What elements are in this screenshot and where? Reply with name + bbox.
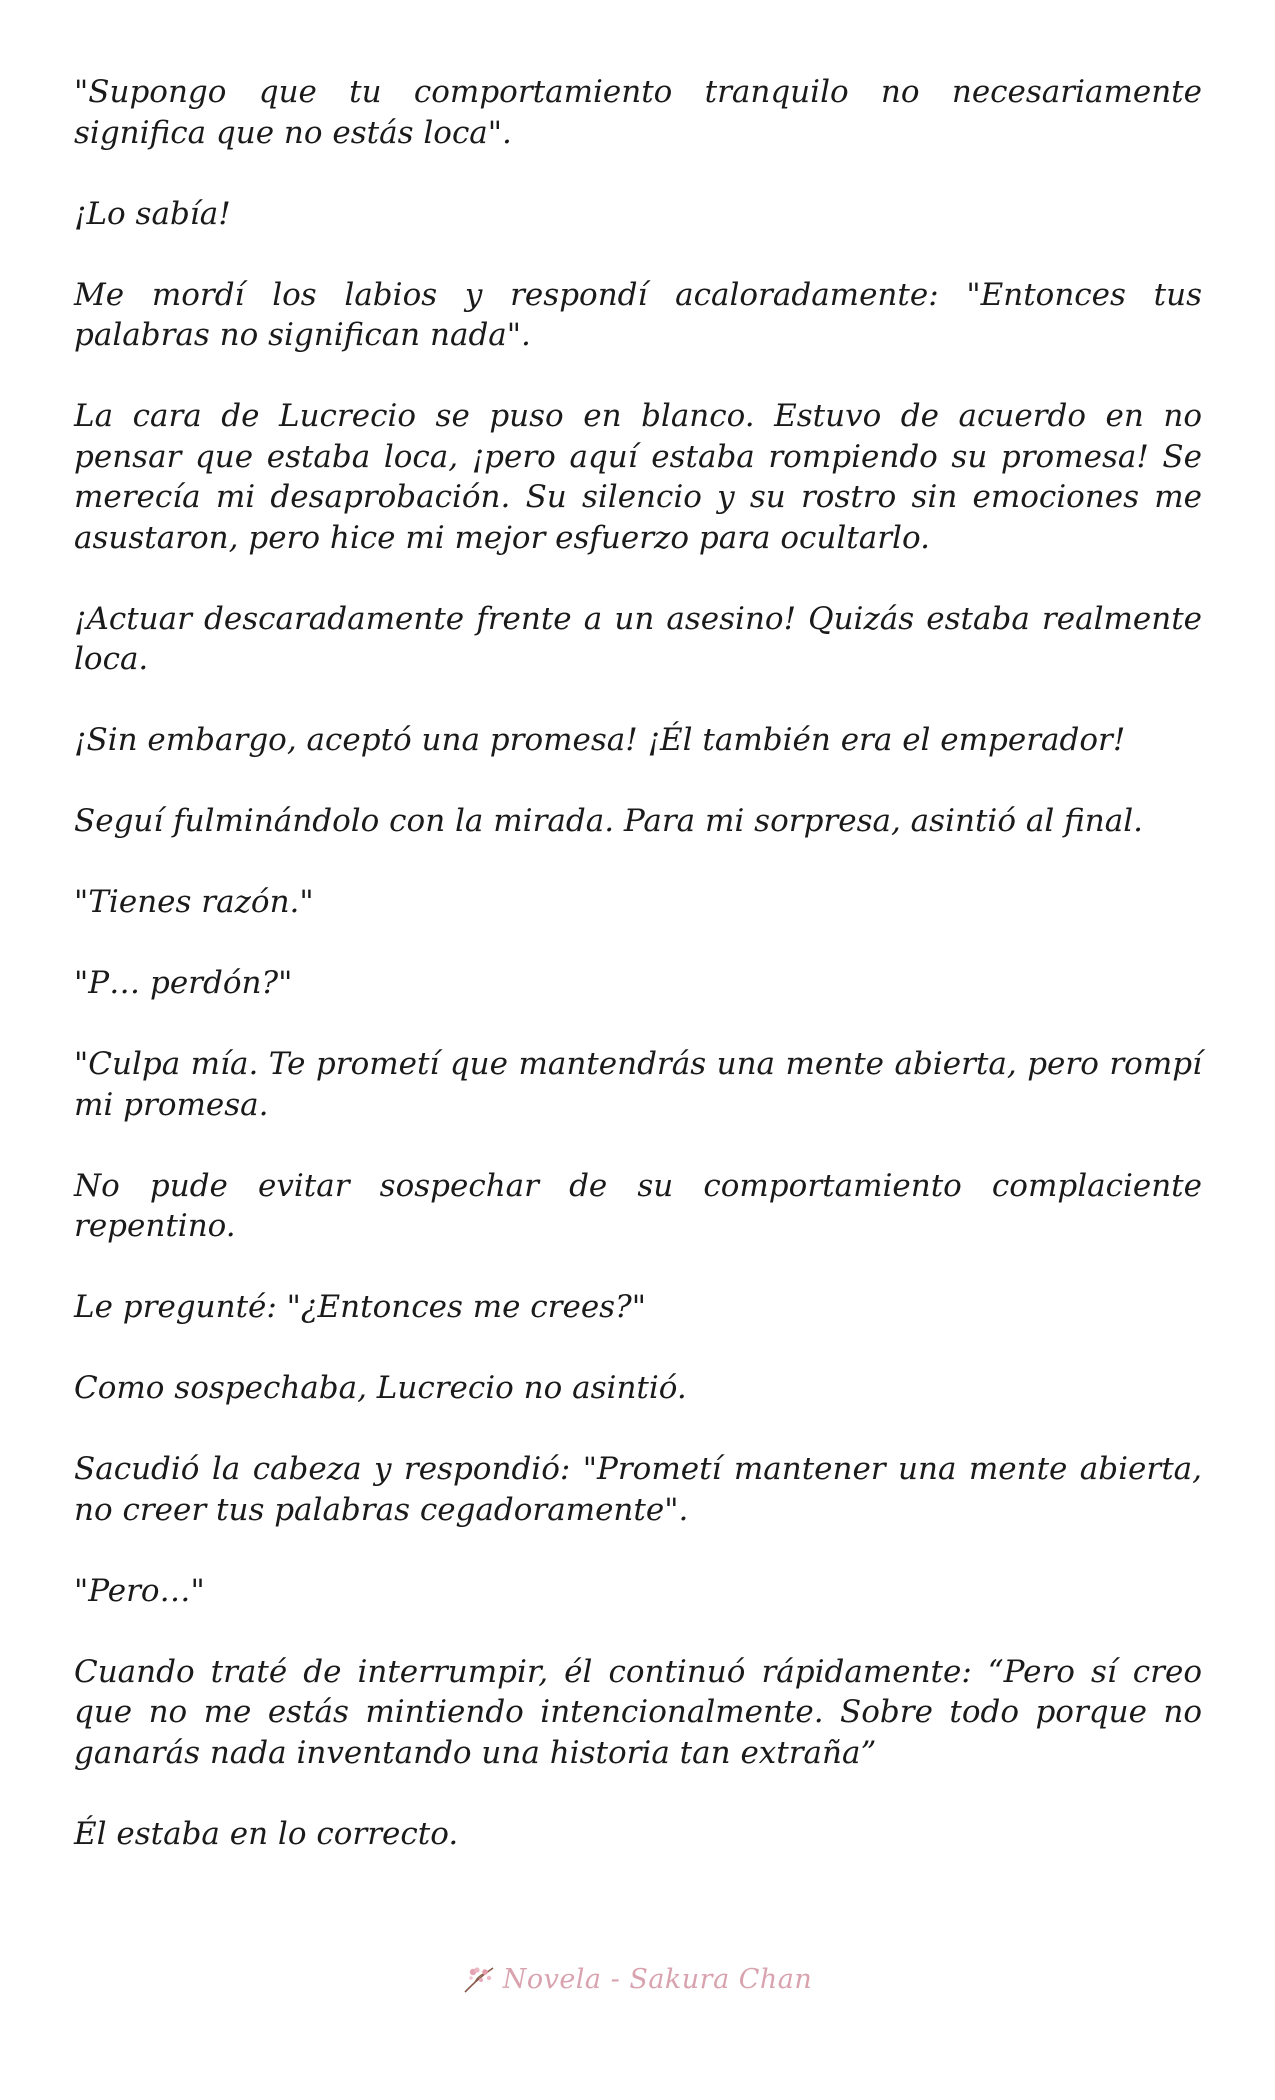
paragraph: ¡Lo sabía! (74, 195, 231, 232)
paragraph: "P… perdón?" (74, 965, 293, 1001)
paragraph: Él estaba en lo correcto. (74, 1815, 459, 1852)
paragraph: ¡Actuar descaradamente frente a un asesino! Quizás estaba realmente loca. (74, 600, 1202, 677)
paragraph: Sacudió la cabeza y respondió: "Prometí mantener una mente abierta, no creer tus palabras cegadoramente". (74, 1451, 1202, 1528)
paragraph: Cuando traté de interrumpir, él continuó rápidamente: “Pero sí creo que no me estás mintiendo intencionalmente. Sobre todo porque no ganarás nada inventando una historia tan extraña” (74, 1653, 1202, 1771)
paragraph: Seguí fulminándolo con la mirada. Para mi sorpresa, asintió al final. (74, 803, 1143, 839)
paragraph: ¡Sin embargo, aceptó una promesa! ¡Él también era el emperador! (74, 722, 1126, 758)
sakura-branch-icon (463, 1962, 497, 1996)
paragraph: No pude evitar sospechar de su comportamiento complaciente repentino. (74, 1167, 1202, 1244)
paragraph: "Culpa mía. Te prometí que mantendrás una mente abierta, pero rompí mi promesa. (74, 1046, 1202, 1123)
paragraph: La cara de Lucrecio se puso en blanco. Estuvo de acuerdo en no pensar que estaba loca, ¡pero aquí estaba rompiendo su promesa! Se merecía mi desaprobación. Su silencio y su rostro sin emociones me asustaron, pero hice mi mejor esfuerzo para ocultarlo. (74, 398, 1202, 556)
watermark-text: Novela - Sakura Chan (502, 1963, 813, 1995)
paragraph: "Pero…" (74, 1572, 205, 1609)
paragraph: "Supongo que tu comportamiento tranquilo no necesariamente significa que no estás loca". (74, 74, 1202, 151)
document-body (74, 72, 1202, 1895)
footer-watermark (0, 1962, 1275, 1996)
paragraph: Me mordí los labios y respondí acaloradamente: "Entonces tus palabras no significan nada". (74, 276, 1202, 353)
paragraph: Como sospechaba, Lucrecio no asintió. (74, 1370, 687, 1406)
paragraph: "Tienes razón." (74, 884, 314, 920)
paragraph: Le pregunté: "¿Entonces me crees?" (74, 1289, 646, 1325)
